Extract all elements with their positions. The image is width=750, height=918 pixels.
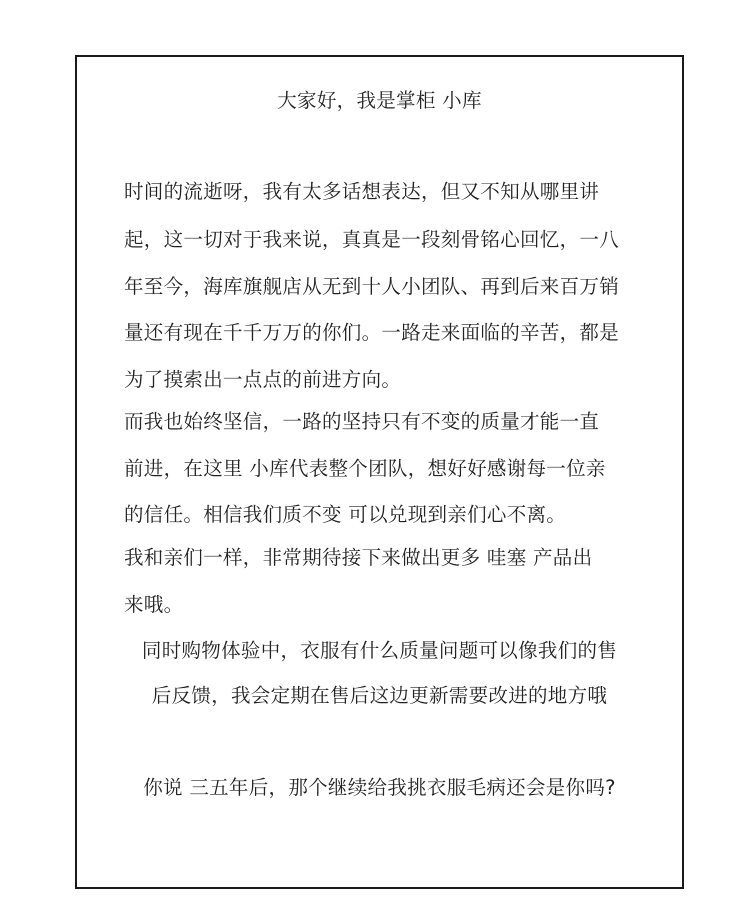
paragraph-1-line-4: 量还有现在千千万万的你们。一路走来面临的辛苦，都是 [124, 321, 620, 344]
letter-greeting: 大家好，我是掌柜 小库 [277, 89, 482, 112]
paragraph-2-line-2: 前进，在这里 小库代表整个团队，想好好感谢每一位亲 [124, 457, 606, 480]
letter-closing: 你说 三五年后，那个继续给我挑衣服毛病还会是你吗? [143, 776, 616, 799]
paragraph-1-line-3: 年至今，海库旗舰店从无到十人小团队、再到后来百万销 [124, 275, 620, 298]
paragraph-2-line-3: 的信任。相信我们质不变 可以兑现到亲们心不离。 [124, 503, 567, 526]
paragraph-2-line-1: 而我也始终坚信，一路的坚持只有不变的质量才能一直 [124, 410, 600, 433]
letter-frame [75, 55, 684, 889]
paragraph-3-line-1: 我和亲们一样，非常期待接下来做出更多 哇塞 产品出 [124, 546, 593, 569]
paragraph-1-line-5: 为了摸索出一点点的前进方向。 [124, 368, 402, 391]
paragraph-4-line-2: 后反馈，我会定期在售后这边更新需要改进的地方哦 [151, 684, 608, 707]
paragraph-1-line-1: 时间的流逝呀，我有太多话想表达，但又不知从哪里讲 [124, 180, 600, 203]
paragraph-4-line-1: 同时购物体验中，衣服有什么质量问题可以像我们的售 [141, 639, 618, 662]
paragraph-1-line-2: 起，这一切对于我来说，真真是一段刻骨铭心回忆，一八 [124, 228, 620, 251]
paragraph-3-line-2: 来哦。 [124, 593, 184, 616]
